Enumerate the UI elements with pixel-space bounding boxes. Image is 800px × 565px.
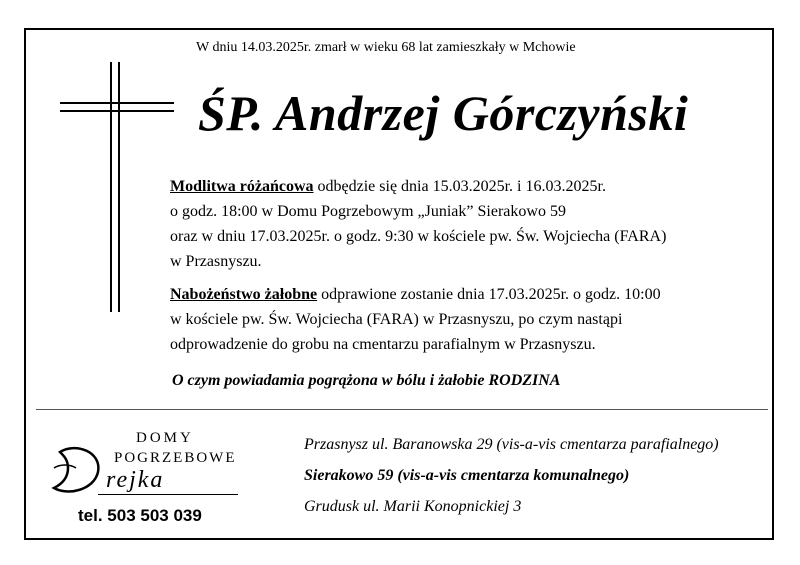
- logo-script: rejka: [106, 467, 165, 493]
- intro-text: W dniu 14.03.2025r. zmarł w wieku 68 lat zamieszkały w Mchowie: [196, 40, 576, 55]
- rosary-line3: oraz w dniu 17.03.2025r. o godz. 9:30 w kościele pw. Św. Wojciecha (FARA): [170, 228, 667, 245]
- rosary-line4: w Przasnyszu.: [170, 253, 262, 270]
- rosary-heading: Modlitwa różańcowa: [170, 178, 314, 195]
- rosary-line1: odbędzie się dnia 15.03.2025r. i 16.03.2025r.: [313, 178, 606, 195]
- funeral-home-logo-icon: [46, 438, 106, 498]
- rosary-line2: o godz. 18:00 w Domu Pogrzebowym „Juniak” Sierakowo 59: [170, 203, 566, 220]
- funeral-line2: w kościele pw. Św. Wojciecha (FARA) w Przasnyszu, po czym nastąpi: [170, 311, 623, 328]
- closing-text: O czym powiadamia pogrążona w bólu i żałobie RODZINA: [172, 372, 561, 389]
- address-grudusk: Grudusk ul. Marii Konopnickiej 3: [304, 498, 522, 515]
- funeral-line3: odprowadzenie do grobu na cmentarzu parafialnym w Przasnyszu.: [170, 336, 596, 353]
- phone-number: tel. 503 503 039: [78, 506, 202, 525]
- logo-underline: [98, 494, 238, 495]
- rosary-paragraph: [170, 174, 666, 274]
- logo-line2: POGRZEBOWE: [114, 450, 237, 466]
- deceased-name: ŚP. Andrzej Górczyński: [198, 85, 689, 141]
- funeral-paragraph: [170, 282, 661, 357]
- address-sierakowo: Sierakowo 59 (vis-a-vis cmentarza komunalnego): [304, 467, 630, 484]
- divider: [36, 409, 768, 410]
- address-przasnysz: Przasnysz ul. Baranowska 29 (vis-a-vis cmentarza parafialnego): [304, 436, 719, 453]
- funeral-heading: Nabożeństwo żałobne: [170, 286, 318, 303]
- logo-line1: DOMY: [136, 430, 194, 446]
- funeral-line1: odprawione zostanie dnia 17.03.2025r. o godz. 10:00: [317, 286, 661, 303]
